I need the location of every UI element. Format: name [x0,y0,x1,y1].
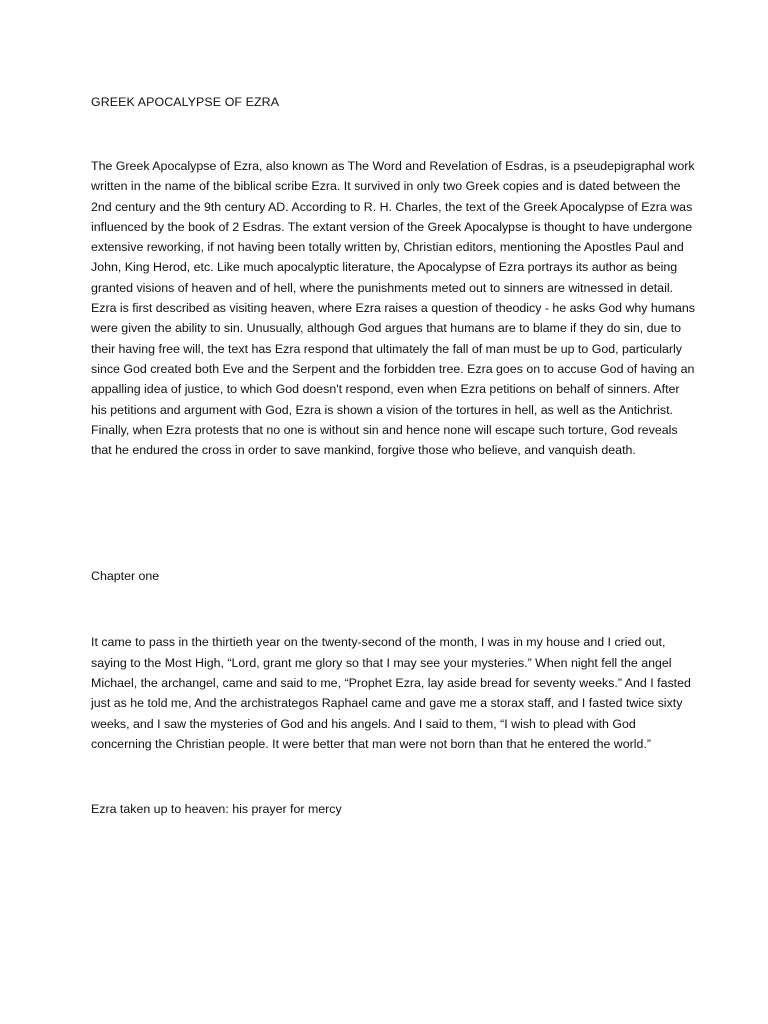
chapter-one-paragraph: It came to pass in the thirtieth year on the twenty-second of the month, I was in my house and I cried out, saying to the Most High, “Lord, grant me glory so that I may see your mysteries.” When night fell the angel Michael, the archangel, came and said to me, “Prophet Ezra, lay aside bread for seventy weeks.” And I fasted just as he told me, And the archistrategos Raphael came and gave me a storax staff, and I fasted twice sixty weeks, and I saw the mysteries of God and his angels. And I said to them, “I wish to plead with God concerning the Christian people. It were better that man were not born than that he entered the world.” [91,635,691,751]
section-heading: Ezra taken up to heaven: his prayer for mercy [91,802,342,817]
intro-paragraph: The Greek Apocalypse of Ezra, also known as The Word and Revelation of Esdras, is a pseudepigraphal work written in the name of the biblical scribe Ezra. It survived in only two Greek copies and is dated between the 2nd century and the 9th century AD. According to R. H. Charles, the text of the Greek Apocalypse of Ezra was influenced by the book of 2 Esdras. The extant version of the Greek Apocalypse is thought to have undergone extensive reworking, if not having been totally written by, Christian editors, mentioning the Apostles Paul and John, King Herod, etc. Like much apocalyptic literature, the Apocalypse of Ezra portrays its author as being granted visions of heaven and of hell, where the punishments meted out to sinners are witnessed in detail. Ezra is first described as visiting heaven, where Ezra raises a question of theodicy - he asks God why humans were given the ability to sin. Unusually, although God argues that humans are to blame if they do sin, due to their having free will, the text has Ezra respond that ultimately the fall of man must be up to God, particularly since God created both Eve and the Serpent and the forbidden tree. Ezra goes on to accuse God of having an appalling idea of justice, to which God doesn't respond, even when Ezra petitions on behalf of sinners. After his petitions and argument with God, Ezra is shown a vision of the tortures in hell, as well as the Antichrist. Finally, when Ezra protests that no one is without sin and hence none will escape such torture, God reveals that he endured the cross in order to save mankind, forgive those who believe, and vanquish death. [91,159,695,458]
document-page [91,92,697,819]
chapter-heading: Chapter one [91,569,160,584]
document-title: GREEK APOCALYPSE OF EZRA [91,95,280,109]
